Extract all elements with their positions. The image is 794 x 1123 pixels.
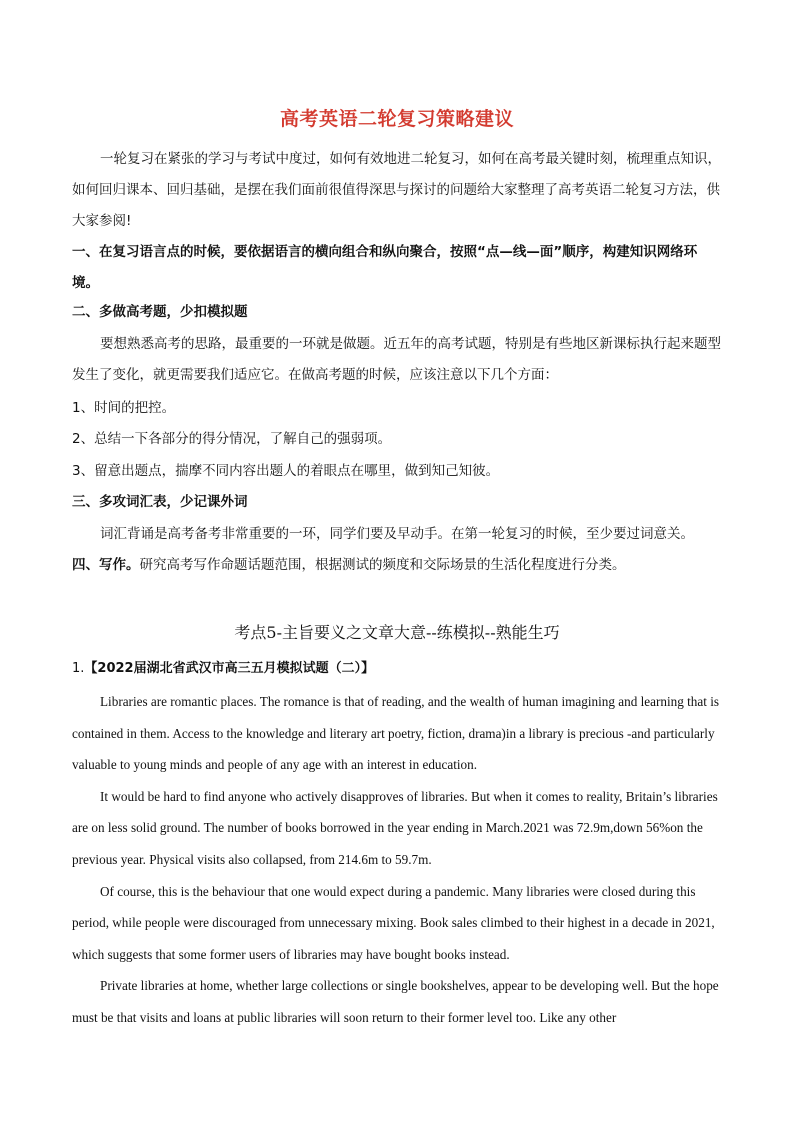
question-number: 1. [72, 661, 85, 676]
section-4-body: 研究高考写作命题话题范围，根据测试的频度和交际场景的生活化程度进行分类。 [139, 557, 626, 573]
list-item: 2、总结一下各部分的得分情况，了解自己的强弱项。 [72, 431, 392, 447]
exercise-subtitle: 考点5-主旨要义之文章大意--练模拟--熟能生巧 [234, 623, 560, 642]
passage-paragraph: It would be hard to find anyone who actively disapproves of libraries. But when it comes to reality, Britain’s libraries are on less solid ground. The number of books borrowed in the year ending in March.2021 was 72.9m,down 56%on the previous year. Physical visits also collapsed, from 214.6m to 59.7m. [72, 788, 718, 867]
section-3-heading: 三、多攻词汇表，少记课外词 [72, 494, 248, 510]
section-1-heading: 一、在复习语言点的时候，要依据语言的横向组合和纵向聚合，按照“点—线—面”顺序，构建知识网络环境。 [72, 244, 698, 291]
section-4-label: 四、写作。 [72, 557, 140, 573]
intro-paragraph: 一轮复习在紧张的学习与考试中度过，如何有效地进二轮复习，如何在高考最关键时刻，梳理重点知识，如何回归课本、回归基础，是摆在我们面前很值得深思与探讨的问题给大家整理了高考英语二轮复习方法，供大家参阅! [72, 151, 721, 229]
document-title: 高考英语二轮复习策略建议 [279, 108, 514, 130]
passage-paragraph: Private libraries at home, whether large collections or single bookshelves, appear to be developing well. But the hope must be that visits and loans at public libraries will soon return to their former level too. Like any other [72, 978, 719, 1025]
section-2-body: 要想熟悉高考的思路，最重要的一环就是做题。近五年的高考试题，特别是有些地区新课标执行起来题型发生了变化，就更需要我们适应它。在做高考题的时候，应该注意以下几个方面： [72, 336, 721, 383]
passage-paragraph: Libraries are romantic places. The romance is that of reading, and the wealth of human imagining and learning that is contained in them. Access to the knowledge and literary art poetry, fiction, drama)in a library is precious -and particularly valuable to young minds and people of any age with an interest in education. [72, 694, 719, 773]
question-header [72, 657, 722, 676]
section-4 [72, 550, 722, 581]
passage-paragraph: Of course, this is the behaviour that one would expect during a pandemic. Many libraries were closed during this period, while people were discouraged from unnecessary mixing. Book sales climbed to their highest in a decade in 2021, which suggests that some former users of libraries may have bought books instead. [72, 883, 715, 962]
list-item: 1、时间的把控。 [72, 400, 176, 416]
question-source: 【2022届湖北省武汉市高三五月模拟试题（二）】 [84, 661, 375, 676]
section-2-heading: 二、多做高考题，少扣模拟题 [72, 304, 248, 320]
reading-passage [72, 686, 722, 1034]
section-3-body: 词汇背诵是高考备考非常重要的一环，同学们要及早动手。在第一轮复习的时候，至少要过词意关。 [100, 526, 694, 542]
list-item: 3、留意出题点，揣摩不同内容出题人的着眼点在哪里，做到知己知彼。 [72, 463, 500, 479]
